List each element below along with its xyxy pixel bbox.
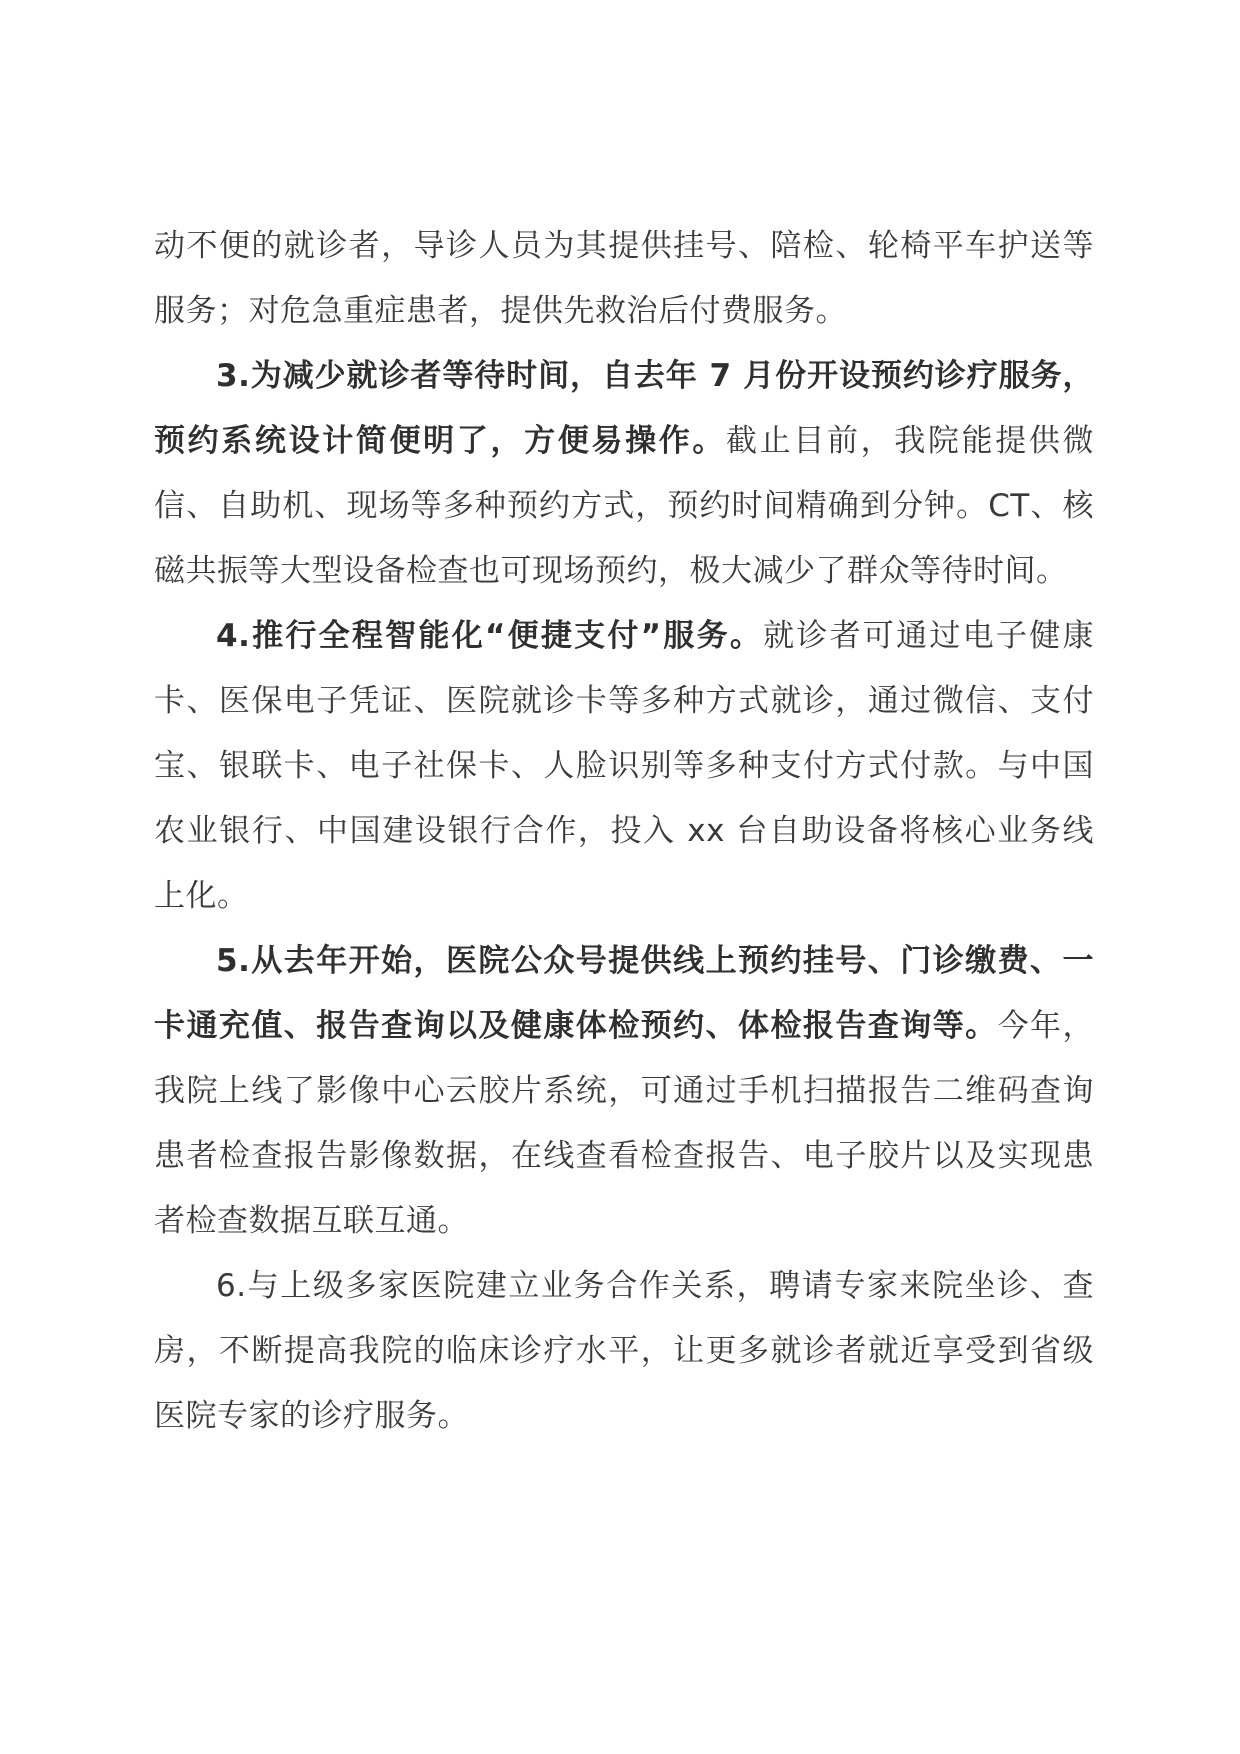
paragraph-item-6 [154, 1254, 1094, 1449]
paragraph-heading: 3.为减少就诊者等待时间，自去年 7 月份开设预约诊疗服务，预约系统设计简便明了，方便易操作。 [154, 358, 1094, 459]
paragraph-text: 6.与上级多家医院建立业务合作关系，聘请专家来院坐诊、查房，不断提高我院的临床诊疗水平，让更多就诊者就近享受到省级医院专家的诊疗服务。 [154, 1268, 1094, 1434]
document-body [154, 214, 1094, 1449]
paragraph-item-3 [154, 344, 1094, 604]
paragraph-heading: 5.从去年开始，医院公众号提供线上预约挂号、门诊缴费、一卡通充值、报告查询以及健康体检预约、体检报告查询等。 [154, 943, 1094, 1044]
paragraph-text: 就诊者可通过电子健康卡、医保电子凭证、医院就诊卡等多种方式就诊，通过微信、支付宝、银联卡、电子社保卡、人脸识别等多种支付方式付款。与中国农业银行、中国建设银行合作，投入 xx 台自助设备将核心业务线上化。 [154, 618, 1094, 914]
paragraph-text: 截止目前，我院能提供微信、自助机、现场等多种预约方式，预约时间精确到分钟。CT、核磁共振等大型设备检查也可现场预约，极大减少了群众等待时间。 [154, 423, 1095, 589]
paragraph-text: 今年，我院上线了影像中心云胶片系统，可通过手机扫描报告二维码查询患者检查报告影像数据，在线查看检查报告、电子胶片以及实现患者检查数据互联互通。 [154, 1008, 1095, 1239]
paragraph-item-4 [154, 604, 1094, 929]
paragraph-continuation [154, 214, 1094, 344]
paragraph-heading: 4.推行全程智能化“便捷支付”服务。 [216, 618, 764, 654]
paragraph-item-5 [154, 929, 1094, 1254]
paragraph-text: 动不便的就诊者，导诊人员为其提供挂号、陪检、轮椅平车护送等服务；对危急重症患者，提供先救治后付费服务。 [154, 228, 1094, 329]
